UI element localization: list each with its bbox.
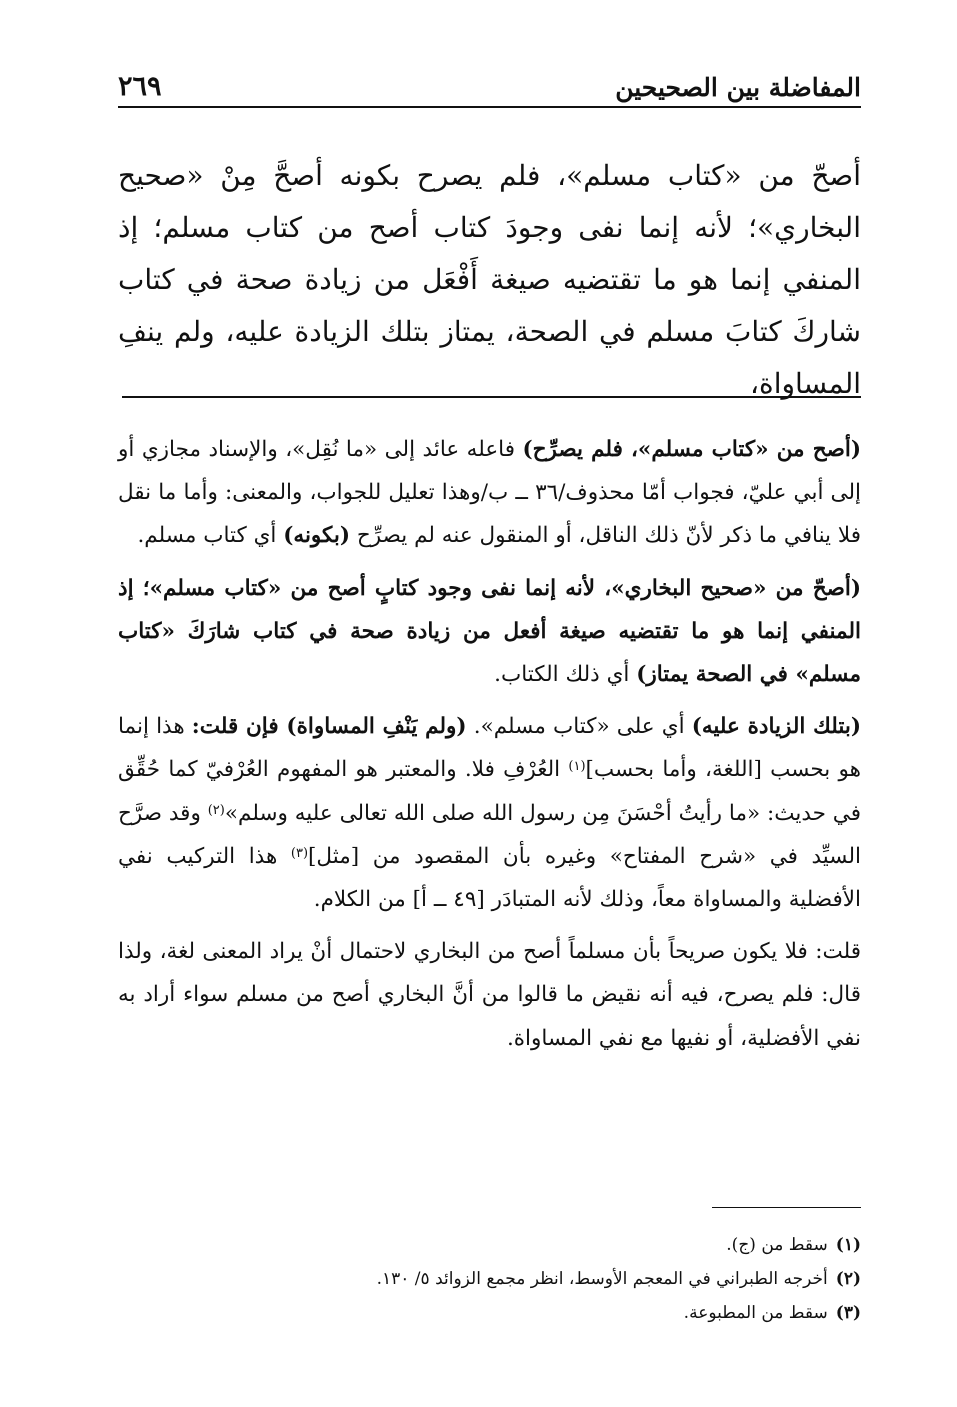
text-separator-line	[122, 396, 861, 398]
commentary-text: أي كتاب مسلم.	[137, 523, 284, 549]
quoted-text: (بكونه)	[283, 523, 351, 549]
quoted-text: (أصحّ من «صحيح البخاري»، لأنه إنما نفى وجود كتابٍ أصح من «كتاب مسلم»؛ إذ المنفي إنما هو ما تقتضيه صيغة أفعل من زيادة صحة في كتاب شارَكَ «كتاب مسلم» في الصحة يمتاز)	[118, 575, 861, 688]
footnote-separator-line	[712, 1207, 861, 1208]
page-number: ٢٦٩	[118, 71, 162, 102]
footnote-text: سقط من (ج).	[726, 1235, 828, 1255]
commentary	[118, 428, 861, 1069]
commentary-paragraph-4	[118, 930, 861, 1060]
running-header	[118, 62, 861, 108]
footnote-ref[interactable]: (١)	[568, 759, 586, 775]
quoted-text: فإن قلت:	[191, 714, 287, 740]
footnote-2	[118, 1262, 861, 1296]
footnotes	[118, 1228, 861, 1330]
footnote-number: (٣)	[835, 1303, 861, 1323]
quoted-text: (أصح من «كتاب مسلم»، فلم يصرِّح)	[522, 437, 861, 462]
commentary-paragraph-3	[118, 705, 861, 921]
commentary-paragraph-2	[118, 567, 861, 697]
quoted-text: (بتلك الزيادة عليه)	[691, 714, 862, 740]
commentary-text: هذا التركيب نفي الأفضلية والمساواة معاً، وذلك لأنه المتبادَر [٤٩ ــ أ] من الكلام.	[118, 843, 861, 913]
commentary-text: أي على «كتاب مسلم».	[466, 714, 692, 740]
footnote-number: (٢)	[835, 1269, 861, 1289]
footnote-text: سقط من المطبوعة.	[683, 1303, 828, 1323]
footnote-3	[118, 1296, 861, 1330]
commentary-text: فاعله عائد إلى «ما نُقِل»، والإسناد مجازي أو إلى أبي عليّ، فجواب أمّا محذوف/٣٦ ــ ب/وهذا تعليل للجواب، والمعنى: وأما ما نقل فلا ينافي ما ذكر لأنّ ذلك الناقل، أو المنقول عنه لم يصرِّح	[118, 437, 861, 549]
footnote-number: (١)	[835, 1235, 861, 1255]
commentary-text: العُرْفِ فلا. والمعتبر هو المفهوم العُرْفيّ كما حُقِّق في حديث: «ما رأيتُ أحْسَنَ مِن رسول الله صلى الله تعالى عليه وسلم»	[118, 757, 861, 826]
commentary-paragraph-1	[118, 428, 861, 558]
commentary-text: قلت: فلا يكون صريحاً بأن مسلماً أصح من البخاري لاحتمال أنْ يراد المعنى لغة، ولذا قال: فلم يصرح، فيه أنه نقيض ما قالوا من أنَّ البخاري أصح من مسلم سواء أراد به نفي الأفضلية، أو نفيها مع نفي المساواة.	[118, 939, 861, 1051]
commentary-text: وقد صرَّح السيِّد في «شرح المفتاح» وغيره بأن المقصود من [مثل]	[118, 800, 861, 869]
footnote-text: أخرجه الطبراني في المعجم الأوسط، انظر مجمع الزوائد ٥/ ١٣٠.	[376, 1269, 828, 1289]
quoted-text: (ولم يَنْفِ المساواة)	[286, 714, 467, 740]
commentary-text: هذا إنما هو بحسب [اللغة، وأما بحسب]	[118, 714, 861, 783]
footnote-1	[118, 1228, 861, 1262]
commentary-text: أي ذلك الكتاب.	[494, 662, 637, 688]
footnote-ref[interactable]: (٣)	[290, 845, 309, 861]
header-title: المفاضلة بين الصحيحين	[615, 73, 861, 102]
main-text: أصحّ من «كتاب مسلم»، فلم يصرح بكونه أصحَّ مِنْ «صحيح البخاري»؛ لأنه إنما نفى وجودَ كتاب أصح من كتاب مسلم؛ إذ المنفي إنما هو ما تقتضيه صيغة أَفْعَل من زيادة صحة في كتاب شاركَ كتابَ مسلم في الصحة، يمتاز بتلك الزيادة عليه، ولم ينفِ المساواة،	[118, 159, 861, 400]
footnote-ref[interactable]: (٢)	[207, 802, 225, 818]
